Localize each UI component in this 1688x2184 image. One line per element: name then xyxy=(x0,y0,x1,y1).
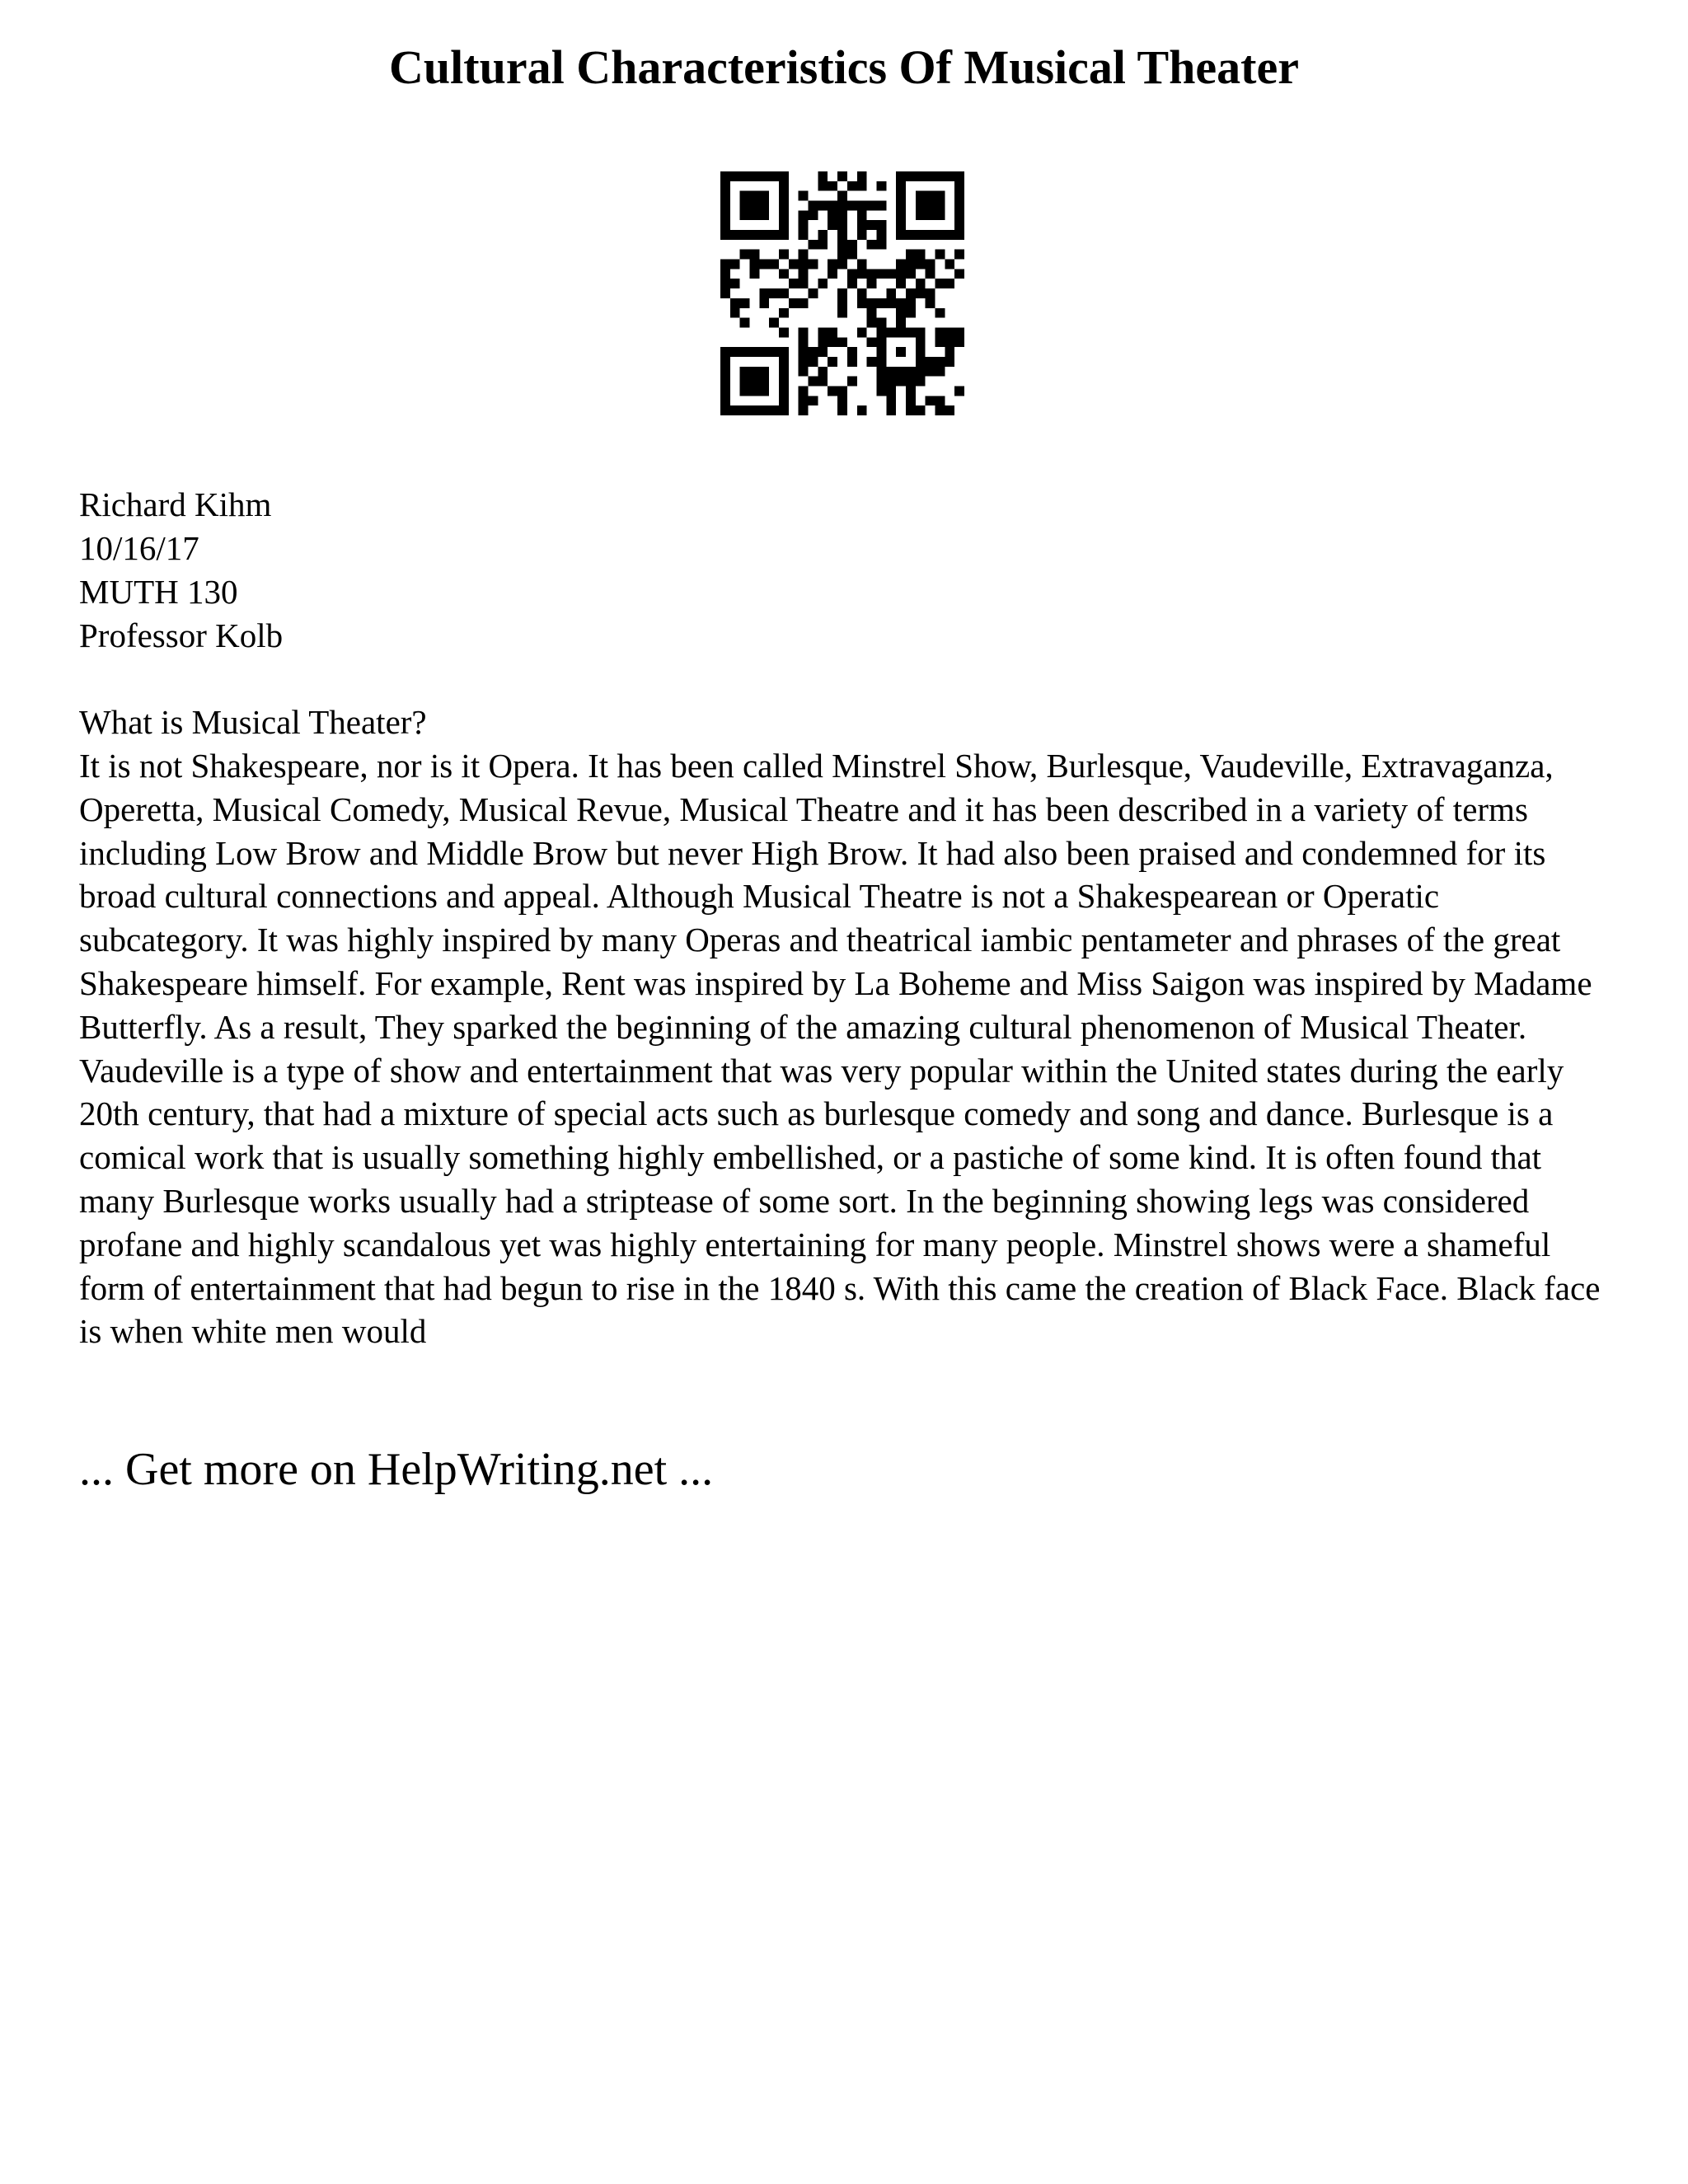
document-title: Cultural Characteristics Of Musical Theater xyxy=(389,40,1299,94)
get-more-link[interactable]: ... Get more on HelpWriting.net ... xyxy=(79,1444,714,1495)
author-name: Richard Kihm xyxy=(79,485,272,523)
essay-body: It is not Shakespeare, nor is it Opera. It has been called Minstrel Show, Burlesque, Vaudeville, Extravaganza, Operetta, Musical Comedy, Musical Revue, Musical Theatre and it has been described in a variety of terms including Low Brow and Middle Brow but never High Brow. It had also been praised and condemned for its broad cultural connections and appeal. Although Musical Theatre is not a Shakespearean or Operatic subcategory. It was highly inspired by many Operas and theatrical iambic pentameter and phrases of the great Shakespeare himself. For example, Rent was inspired by La Boheme and Miss Saigon was inspired by Madame Butterfly. As a result, They sparked the beginning of the amazing cultural phenomenon of Musical Theater. Vaudeville is a type of show and entertainment that was very popular within the United states during the early 20th century, that had a mixture of special acts such as burlesque comedy and song and dance. Burlesque is a comical work that is usually something highly embellished, or a pastiche of some kind. It is often found that many Burlesque works usually had a striptease of some sort. In the beginning showing legs was considered profane and highly scandalous yet was highly entertaining for many people. Minstrel shows were a shameful form of entertainment that had begun to rise in the 1840 s. With this came the creation of Black Face. Black face is when white men would xyxy=(79,747,1601,1351)
qr-code-icon xyxy=(720,171,964,415)
author-info-block xyxy=(79,483,283,658)
submission-date: 10/16/17 xyxy=(79,529,199,567)
section-question: What is Musical Theater? xyxy=(79,703,427,741)
course-code: MUTH 130 xyxy=(79,573,238,611)
qr-code-graphic xyxy=(720,171,964,415)
instructor-name: Professor Kolb xyxy=(79,616,284,654)
